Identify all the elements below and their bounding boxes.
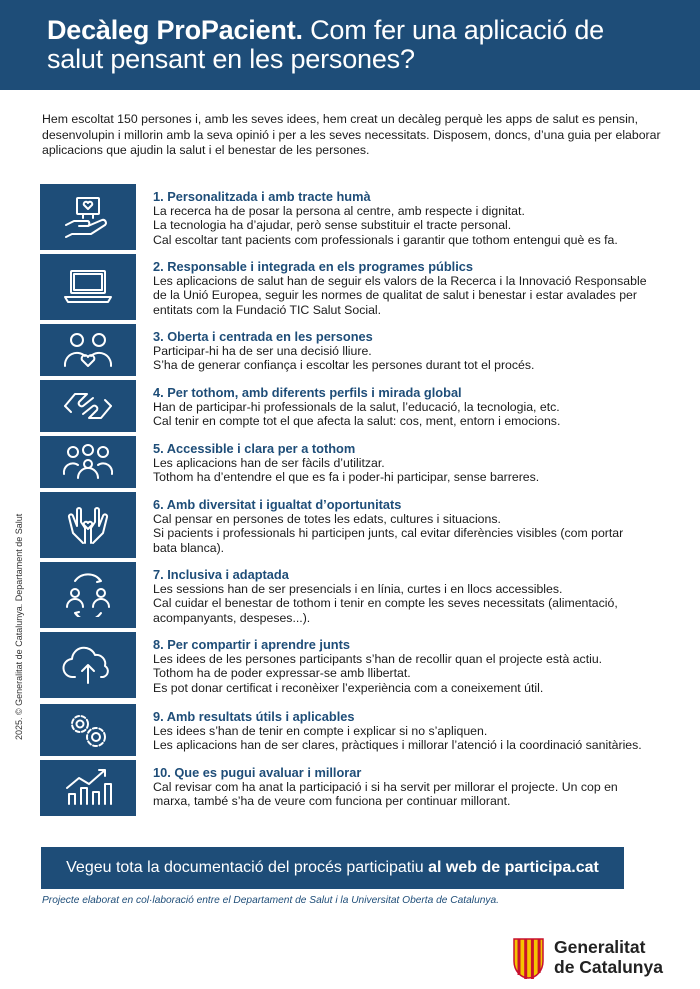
two-people-heart-icon — [40, 324, 136, 376]
decalogue-item-line: marxa, també s’ha de veure com funciona per continuar millorant. — [153, 794, 511, 809]
decalogue-item-line: Les aplicacions de salut han de seguir els valors de la Recerca i la Innovació Responsable — [153, 274, 647, 288]
people-exchange-icon — [40, 562, 136, 628]
decalogue-item-line: Han de participar-hi professionals de la salut, l’educació, la tecnologia, etc. — [153, 400, 560, 414]
intro-paragraph: Hem escoltat 150 persones i, amb les seves idees, hem creat un decàleg perquè les apps de salut es pensin, desenvolupin i millorin amb la seva opinió i per a les seves necessitats. Disposem, doncs, d’una guia per elaborar aplicacions que ajudin la salut i el benestar de les persones. — [42, 112, 661, 157]
hand-heart-screen-icon — [40, 184, 136, 250]
decalogue-item-line: bata blanca). — [153, 540, 225, 555]
hands-heart-icon — [40, 492, 136, 558]
collaboration-footnote: Projecte elaborat en col·laboració entre el Departament de Salut i la Universitat Oberta de Catalunya. — [42, 895, 499, 906]
growth-chart-icon — [40, 760, 136, 816]
decalogue-item-line: Tothom ha de poder expressar-se amb llibertat. — [153, 666, 411, 681]
decalogue-item-line: acompanyants, despeses...). — [153, 610, 311, 625]
decalogue-item-title: 2. Responsable i integrada en els programes públics — [153, 259, 474, 274]
decalogue-item-text — [153, 709, 673, 753]
page-header — [0, 0, 700, 90]
decalogue-item-line: Les aplicacions han de ser clares, pràctiques i millorar l’atenció i la coordinació sanitàries. — [153, 738, 642, 753]
decalogue-item-text — [153, 567, 673, 625]
decalogue-item-line: Les sessions han de ser presencials i en línia, curtes i en llocs accessibles. — [153, 582, 563, 596]
decalogue-item-line: Cal pensar en persones de totes les edats, cultures i situacions. — [153, 512, 501, 526]
decalogue-item-title: 5. Accessible i clara per a tothom — [153, 441, 356, 456]
decalogue-item-line: entitats com la Fundació TIC Salut Social. — [153, 302, 382, 317]
decalogue-item-text — [153, 259, 673, 317]
decalogue-item-line: Les idees de les persones participants s’han de recollir quan el projecte està actiu. — [153, 652, 603, 666]
decalogue-item-title: 9. Amb resultats útils i aplicables — [153, 709, 355, 724]
participa-banner[interactable] — [41, 847, 624, 889]
decalogue-item-line: Tothom ha d’entendre el que es fa i poder-hi participar, sense barreres. — [153, 470, 540, 485]
decalogue-item-line: Cal escoltar tant pacients com professionals i garantir que tothom entengui què es fa. — [153, 232, 618, 247]
decalogue-item-text — [153, 329, 673, 373]
decalogue-item-line: Les idees s’han de tenir en compte i explicar si no s’apliquen. — [153, 724, 488, 738]
participa-link[interactable]: al web de participa.cat — [428, 859, 599, 876]
generalitat-logo — [512, 937, 682, 981]
decalogue-item-title: 6. Amb diversitat i igualtat d’oportunitats — [153, 497, 402, 512]
decalogue-item-line: Participar-hi ha de ser una decisió lliure. — [153, 344, 372, 358]
decalogue-item-title: 4. Per tothom, amb diferents perfils i mirada global — [153, 385, 462, 400]
page-title-rest: Com fer una aplicació de — [302, 15, 604, 45]
laptop-icon — [40, 254, 136, 320]
decalogue-item-line: Es pot donar certificat i reconèixer l’experiència com a coneixement útil. — [153, 680, 544, 695]
participa-banner-text: Vegeu tota la documentació del procés participatiu — [66, 859, 429, 876]
gears-icon — [40, 704, 136, 756]
decalogue-item-title: 8. Per compartir i aprendre junts — [153, 637, 350, 652]
decalogue-item-line: Cal revisar com ha anat la participació i si ha servit per millorar el projecte. Un cop en — [153, 780, 618, 794]
decalogue-item-line: La recerca ha de posar la persona al centre, amb respecte i dignitat. — [153, 204, 525, 218]
decalogue-item-title: 1. Personalitzada i amb tracte humà — [153, 189, 371, 204]
decalogue-item-title: 7. Inclusiva i adaptada — [153, 567, 289, 582]
decalogue-item-title: 10. Que es pugui avaluar i millorar — [153, 765, 362, 780]
decalogue-item-line: Les aplicacions han de ser fàcils d’utilitzar. — [153, 456, 385, 470]
cloud-upload-icon — [40, 632, 136, 698]
handshake-icon — [40, 380, 136, 432]
decalogue-item-line: de la Unió Europea, seguir les normes de qualitat de salut i benestar i estar avalades per — [153, 288, 637, 303]
decalogue-item-text — [153, 385, 673, 429]
decalogue-item-title: 3. Oberta i centrada en les persones — [153, 329, 373, 344]
decalogue-item-line: La tecnologia ha d’ajudar, però sense substituir el tracte personal. — [153, 218, 512, 233]
generalitat-emblem-icon — [512, 937, 545, 980]
generalitat-wordmark — [554, 937, 663, 977]
decalogue-item-line: Cal tenir en compte tot el que afecta la salut: cos, ment, entorn i emocions. — [153, 414, 561, 429]
decalogue-item-text — [153, 637, 673, 695]
copyright-credit: 2025. © Generalitat de Catalunya. Departament de Salut — [14, 513, 24, 740]
decalogue-item-line: S’ha de generar confiança i escoltar les persones durant tot el procés. — [153, 358, 535, 373]
decalogue-item-text — [153, 441, 673, 485]
decalogue-item-text — [153, 189, 673, 247]
decalogue-item-text — [153, 765, 673, 809]
decalogue-item-text — [153, 497, 673, 555]
page-title-bold: Decàleg ProPacient. — [47, 15, 303, 45]
generalitat-wordmark-line-1: Generalitat — [554, 937, 646, 957]
group-icon — [40, 436, 136, 488]
decalogue-item-line: Cal cuidar el benestar de tothom i tenir en compte les seves necessitats (alimentació, — [153, 596, 618, 611]
page-title-line-1 — [47, 16, 700, 45]
generalitat-wordmark-line-2: de Catalunya — [554, 957, 663, 977]
decalogue-item-line: Si pacients i professionals hi participen junts, cal evitar diferències visibles (com portar — [153, 526, 624, 541]
page-title-line-2: salut pensant en les persones? — [47, 44, 415, 74]
